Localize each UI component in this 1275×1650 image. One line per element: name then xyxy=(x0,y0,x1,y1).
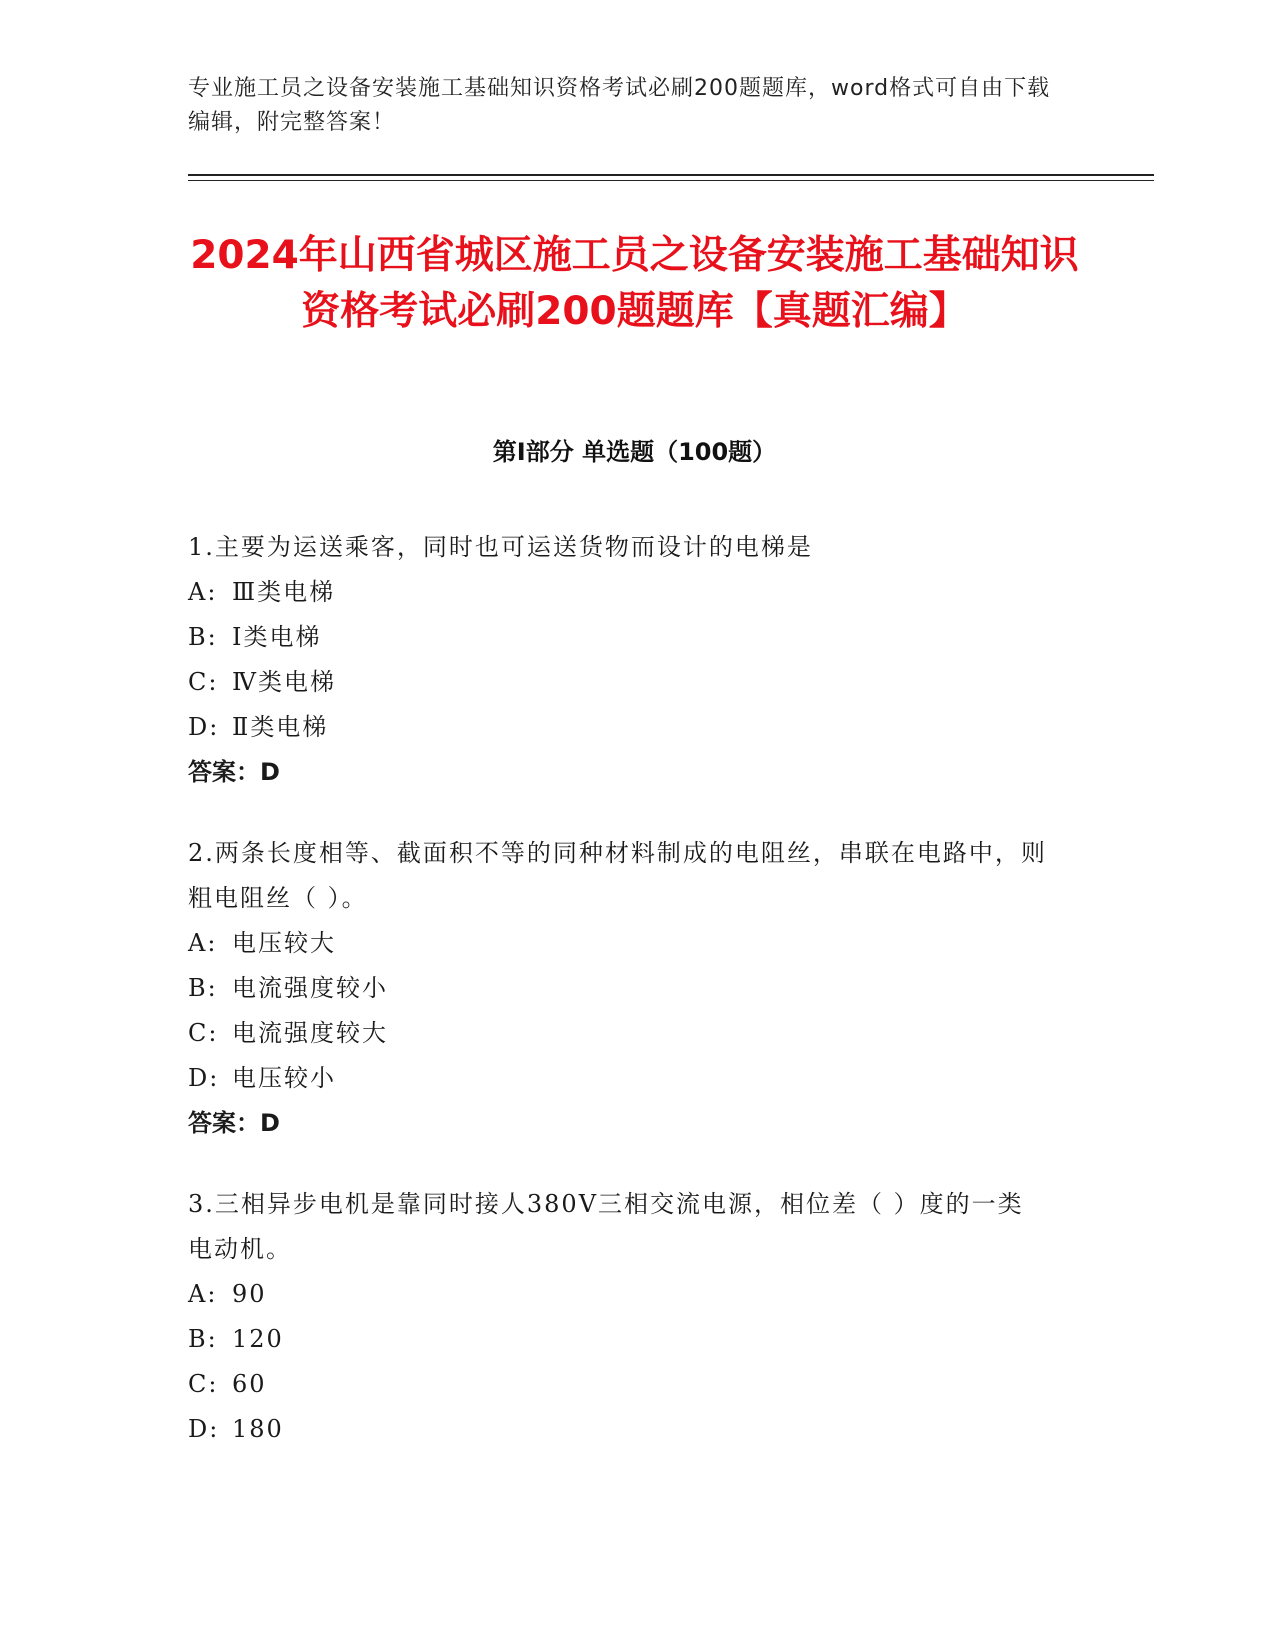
option-a xyxy=(188,1272,1048,1317)
option-c xyxy=(188,1362,1048,1407)
option-a xyxy=(188,570,1048,615)
option-letter: B: xyxy=(188,974,218,1002)
option-letter: C: xyxy=(188,668,219,696)
option-c xyxy=(188,660,1048,705)
header-note: 专业施工员之设备安装施工基础知识资格考试必刷200题题库，word格式可自由下载编辑，附完整答案！ xyxy=(188,76,1051,135)
option-text: 电流强度较小 xyxy=(232,974,388,1002)
option-c xyxy=(188,1011,1048,1056)
option-d xyxy=(188,705,1048,750)
option-a xyxy=(188,921,1048,966)
option-letter: B: xyxy=(188,1325,218,1353)
option-b xyxy=(188,615,1048,660)
question-stem: 2.两条长度相等、截面积不等的同种材料制成的电阻丝，串联在电路中，则粗电阻丝（ ）。 xyxy=(188,839,1047,912)
option-letter: C: xyxy=(188,1370,219,1398)
option-letter: D: xyxy=(188,713,220,741)
option-text: Ⅱ类电梯 xyxy=(232,713,329,741)
option-text: 电压较小 xyxy=(232,1064,336,1092)
option-letter: D: xyxy=(188,1415,220,1443)
option-letter: C: xyxy=(188,1019,219,1047)
header-divider-thin xyxy=(188,180,1154,181)
option-letter: A: xyxy=(188,1280,218,1308)
answer-line: 答案：D xyxy=(188,758,280,786)
option-d xyxy=(188,1056,1048,1101)
option-letter: A: xyxy=(188,578,218,606)
document-title: 2024年山西省城区施工员之设备安装施工基础知识资格考试必刷200题题库【真题汇编】 xyxy=(190,233,1079,334)
option-letter: B: xyxy=(188,623,218,651)
option-text: 90 xyxy=(232,1280,267,1308)
option-text: 120 xyxy=(232,1325,284,1353)
option-text: Ⅲ类电梯 xyxy=(232,578,336,606)
option-text: 60 xyxy=(232,1370,267,1398)
question-2 xyxy=(188,831,1048,1146)
question-list xyxy=(188,525,1048,1488)
option-text: Ⅰ类电梯 xyxy=(232,623,322,651)
option-text: 电压较大 xyxy=(232,929,336,957)
header-divider-thick xyxy=(188,174,1154,176)
answer-line: 答案：D xyxy=(188,1109,280,1137)
question-stem: 1.主要为运送乘客，同时也可运送货物而设计的电梯是 xyxy=(188,533,813,561)
question-3 xyxy=(188,1182,1048,1452)
option-letter: D: xyxy=(188,1064,220,1092)
option-d xyxy=(188,1407,1048,1452)
option-text: 180 xyxy=(232,1415,284,1443)
question-1 xyxy=(188,525,1048,795)
option-text: 电流强度较大 xyxy=(232,1019,388,1047)
option-b xyxy=(188,966,1048,1011)
option-b xyxy=(188,1317,1048,1362)
option-letter: A: xyxy=(188,929,218,957)
option-text: Ⅳ类电梯 xyxy=(232,668,336,696)
question-stem: 3.三相异步电机是靠同时接人380V三相交流电源，相位差（ ）度的一类电动机。 xyxy=(188,1190,1024,1263)
section-heading: 第I部分 单选题（100题） xyxy=(492,438,777,466)
